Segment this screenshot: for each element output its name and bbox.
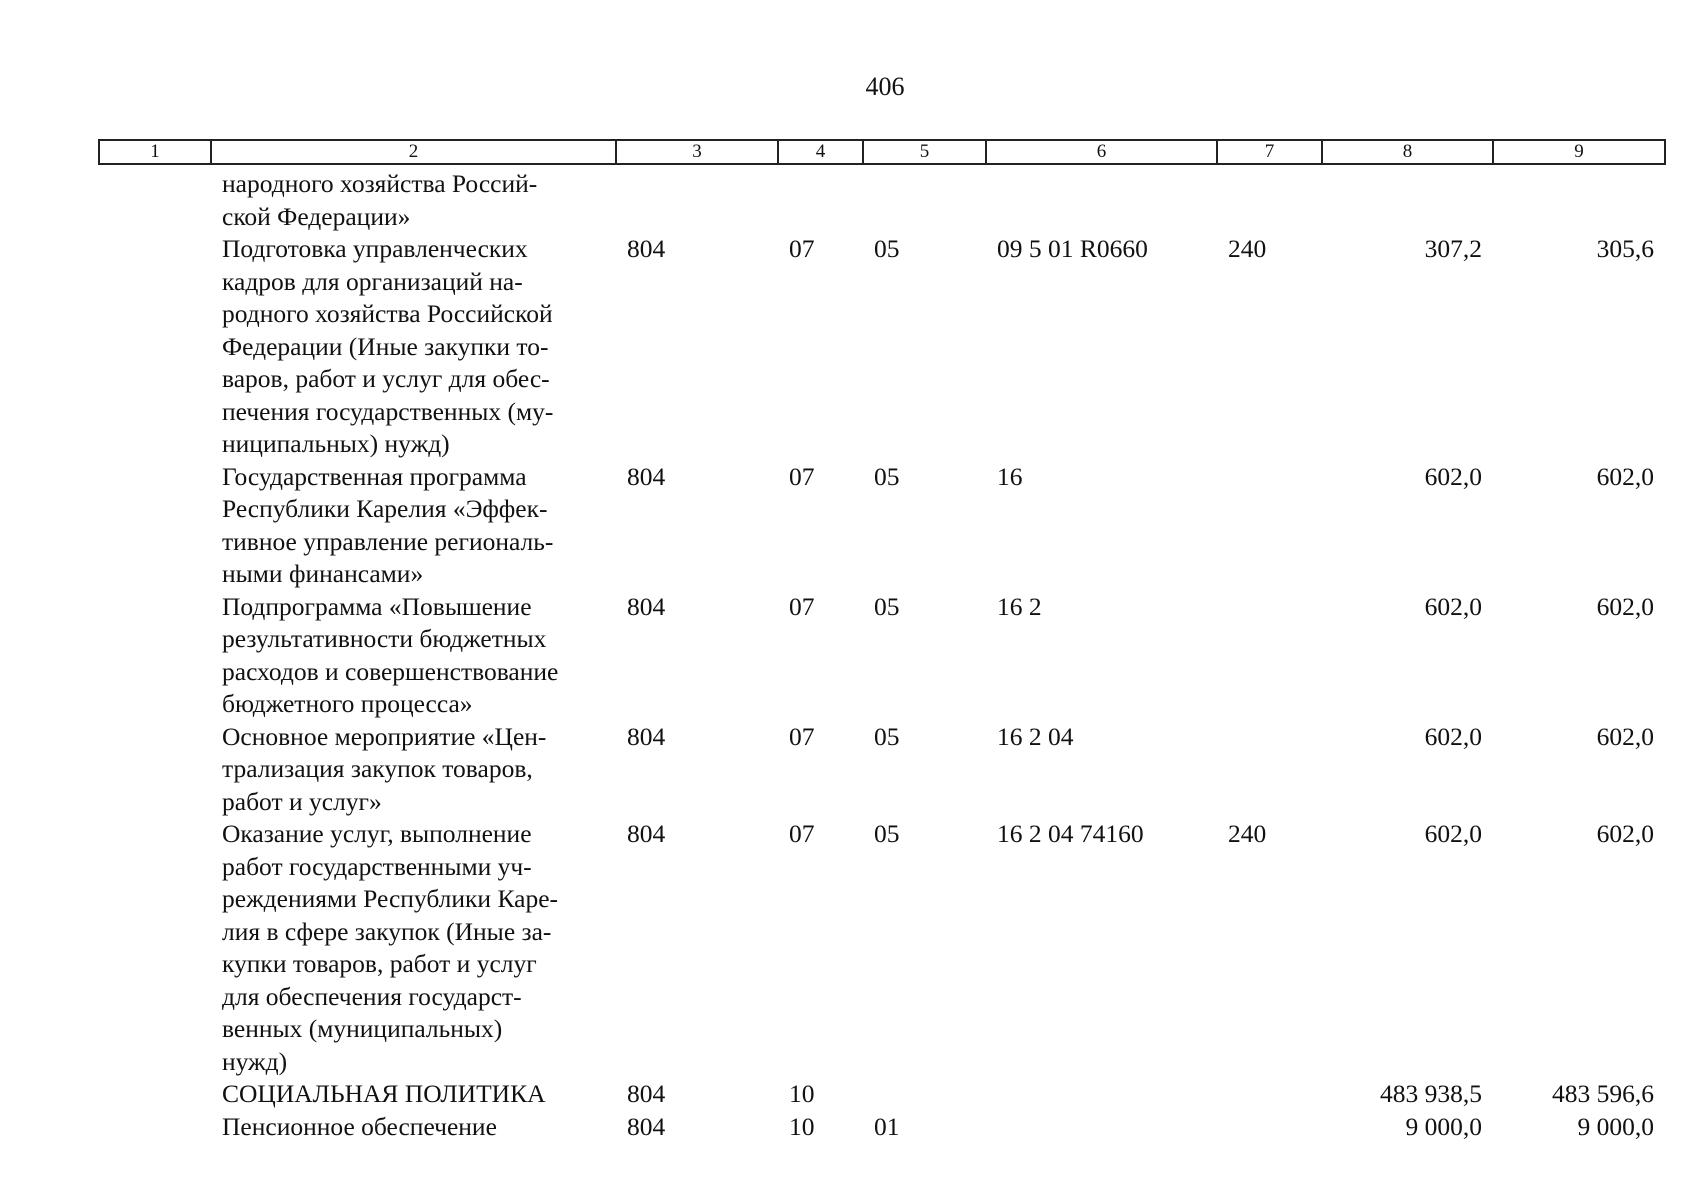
ministry-code: [616, 164, 778, 233]
column-header: 2: [211, 140, 616, 164]
subsection-code: 05: [874, 461, 900, 491]
target-article-code: 16: [997, 461, 1023, 491]
table-row: [99, 818, 1665, 1078]
ministry-code: 804: [627, 591, 666, 621]
column-header: 9: [1493, 140, 1665, 164]
amount-col-8: [1322, 164, 1493, 233]
ministry-code: 804: [627, 1079, 666, 1108]
row-index-cell: [99, 233, 211, 461]
item-name: СОЦИАЛЬНАЯ ПОЛИТИКА: [222, 1079, 546, 1108]
column-header: 7: [1217, 140, 1322, 164]
row-index-cell: [99, 1111, 211, 1144]
target-article-code: 16 2 04 74160: [997, 819, 1144, 848]
table-row: [99, 1111, 1665, 1144]
subsection-code: 05: [874, 819, 900, 848]
column-header: 3: [616, 140, 778, 164]
expense-type-code: [1217, 1111, 1322, 1144]
ministry-code: 804: [627, 1111, 666, 1141]
page-number: 406: [865, 72, 905, 101]
target-article-code: 09 5 01 R0660: [997, 234, 1148, 263]
table-row: [99, 1078, 1665, 1111]
expense-type-code: [1217, 461, 1322, 591]
row-index-cell: [99, 1078, 211, 1111]
amount-col-9: 602,0: [1596, 591, 1654, 621]
row-index-cell: [99, 818, 211, 1078]
table-row: [99, 461, 1665, 591]
amount-col-9: 602,0: [1596, 461, 1654, 491]
item-name: Основное мероприятие «Цен- трализация закупок товаров, работ и услуг»: [222, 721, 547, 816]
section-code: 07: [789, 234, 815, 263]
section-code: [778, 164, 863, 233]
row-index-cell: [99, 164, 211, 233]
amount-col-8: 483 938,5: [1380, 1079, 1482, 1108]
expense-type-code: [1217, 721, 1322, 819]
amount-col-9: 602,0: [1596, 721, 1654, 751]
ministry-code: 804: [627, 234, 666, 263]
target-article-code: 16 2: [997, 591, 1042, 621]
section-code: 07: [789, 721, 815, 751]
amount-col-9: 9 000,0: [1577, 1111, 1654, 1141]
budget-table: [98, 139, 1666, 1143]
amount-col-9: 305,6: [1596, 234, 1654, 263]
subsection-code: [863, 1078, 986, 1111]
expense-type-code: [1217, 164, 1322, 233]
subsection-code: 01: [874, 1111, 900, 1141]
table-row: [99, 591, 1665, 721]
amount-col-8: 602,0: [1424, 819, 1482, 848]
target-article-code: [986, 1078, 1217, 1111]
item-name: Подготовка управленческих кадров для организаций на- родного хозяйства Российской Федерации (Иные закупки то- варов, работ и услуг для обес- печения государственных (му- ниципальных) нужд): [222, 234, 554, 458]
column-header: 6: [986, 140, 1217, 164]
section-code: 07: [789, 591, 815, 621]
amount-col-8: 602,0: [1424, 721, 1482, 751]
amount-col-8: 307,2: [1424, 234, 1482, 263]
row-index-cell: [99, 721, 211, 819]
target-article-code: [986, 1111, 1217, 1144]
column-header: 5: [863, 140, 986, 164]
table-body: [99, 164, 1665, 1143]
table-row: [99, 721, 1665, 819]
target-article-code: [986, 164, 1217, 233]
table-row: [99, 164, 1665, 233]
item-name: Пенсионное обеспечение: [222, 1111, 497, 1141]
table-header: [99, 140, 1665, 164]
item-name: Оказание услуг, выполнение работ государственными уч- реждениями Республики Каре- лия в сфере закупок (Иные за- купки товаров, работ и услуг для обеспечения государст- венных (муниципальных) нужд): [222, 819, 559, 1076]
amount-col-9: [1493, 164, 1665, 233]
subsection-code: 05: [874, 234, 900, 263]
expense-type-code: 240: [1228, 819, 1267, 848]
item-name: Подпрограмма «Повышение результативности бюджетных расходов и совершенствование бюджетного процесса»: [222, 591, 559, 718]
expense-type-code: [1217, 591, 1322, 721]
row-index-cell: [99, 591, 211, 721]
subsection-code: 05: [874, 721, 900, 751]
ministry-code: 804: [627, 461, 666, 491]
section-code: 10: [789, 1111, 815, 1141]
section-code: 07: [789, 461, 815, 491]
column-header: 4: [778, 140, 863, 164]
amount-col-8: 602,0: [1424, 461, 1482, 491]
row-index-cell: [99, 461, 211, 591]
item-name: народного хозяйства Россий- ской Федерации»: [222, 169, 538, 231]
column-number-row: [99, 140, 1665, 164]
amount-col-8: 9 000,0: [1405, 1111, 1482, 1141]
item-name: Государственная программа Республики Карелия «Эффек- тивное управление региональ- ными финансами»: [222, 461, 554, 588]
table-row: [99, 233, 1665, 461]
amount-col-9: 602,0: [1596, 819, 1654, 848]
section-code: 10: [789, 1079, 815, 1108]
expense-type-code: [1217, 1078, 1322, 1111]
subsection-code: 05: [874, 591, 900, 621]
expense-type-code: 240: [1228, 234, 1267, 263]
column-header: 8: [1322, 140, 1493, 164]
target-article-code: 16 2 04: [997, 721, 1074, 751]
column-header: 1: [99, 140, 211, 164]
amount-col-8: 602,0: [1424, 591, 1482, 621]
subsection-code: [863, 164, 986, 233]
section-code: 07: [789, 819, 815, 848]
ministry-code: 804: [627, 819, 666, 848]
amount-col-9: 483 596,6: [1552, 1079, 1654, 1108]
ministry-code: 804: [627, 721, 666, 751]
